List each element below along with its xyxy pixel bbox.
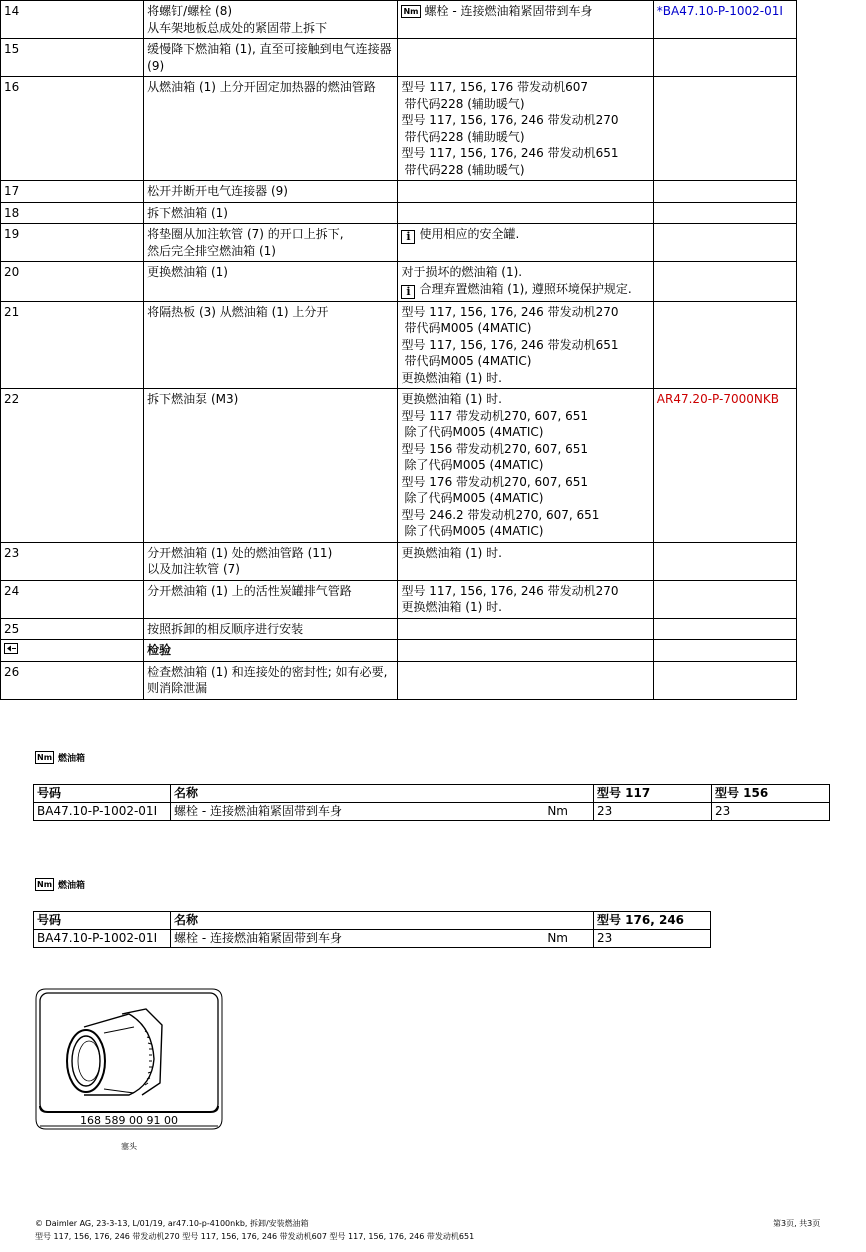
note-text: 型号 117, 156, 176, 246 带发动机651 xyxy=(401,146,619,160)
part-code: BA47.10-P-1002-01I xyxy=(34,930,171,948)
note-text: 带代码228 (辅助暖气) xyxy=(404,96,525,111)
step-note xyxy=(398,202,653,224)
torque-section-1-heading xyxy=(35,750,85,764)
action-text: 缓慢降下燃油箱 (1), 直至可接触到电气连接器 (9) xyxy=(147,42,392,73)
note-text: 除了代码M005 (4MATIC) xyxy=(404,524,544,538)
note-text: 带代码228 (辅助暖气) xyxy=(404,129,525,144)
note-text: 螺栓 - 连接燃油箱紧固带到车身 xyxy=(424,4,593,18)
reference-cell xyxy=(653,224,796,262)
torque-nm-icon: Nm xyxy=(37,753,53,762)
note-text: 型号 117, 156, 176, 246 带发动机651 xyxy=(401,337,619,352)
step-number: 16 xyxy=(1,77,144,181)
step-action xyxy=(144,262,398,302)
table-row xyxy=(34,930,711,948)
reference-cell xyxy=(653,580,796,618)
reference-cell xyxy=(653,640,796,662)
step-note xyxy=(398,1,653,39)
action-text: 从燃油箱 (1) 上分开固定加热器的燃油管路 xyxy=(147,80,376,94)
part-name: 螺栓 - 连接燃油箱紧固带到车身 Nm xyxy=(171,803,594,821)
reference-link[interactable]: AR47.20-P-7000NKB xyxy=(653,389,796,543)
note-text: 型号 117, 156, 176, 246 带发动机270 xyxy=(401,113,619,127)
action-text: 以及加注软管 (7) xyxy=(147,562,240,576)
reference-cell xyxy=(653,181,796,203)
table-row xyxy=(1,224,797,262)
reference-cell xyxy=(653,262,796,302)
step-note xyxy=(398,301,653,389)
note-text: 除了代码M005 (4MATIC) xyxy=(404,458,544,472)
action-text: 则消除泄漏 xyxy=(147,681,208,695)
torque-table-2 xyxy=(33,911,711,948)
note-text: 除了代码M005 (4MATIC) xyxy=(404,491,544,505)
action-text: 松开并断开电气连接器 (9) xyxy=(147,184,288,198)
note-text: 合理弃置燃油箱 (1), 遵照环境保护规定. xyxy=(419,281,632,296)
table-row xyxy=(1,542,797,580)
plug-tool-illustration xyxy=(34,987,224,1132)
step-number: 26 xyxy=(1,661,144,699)
step-note xyxy=(398,542,653,580)
torque-nm-icon: Nm xyxy=(37,880,53,889)
action-text: 将螺钉/螺栓 (8) xyxy=(147,4,233,18)
table-row xyxy=(34,803,830,821)
step-number: 18 xyxy=(1,202,144,224)
step-note xyxy=(398,224,653,262)
action-text: 将垫圈从加注软管 (7) 的开口上拆下, xyxy=(147,227,344,241)
column-header-name: 名称 xyxy=(171,912,594,930)
part-name: 螺栓 - 连接燃油箱紧固带到车身 Nm xyxy=(171,930,594,948)
reference-cell xyxy=(653,39,796,77)
note-text: 带代码228 (辅助暖气) xyxy=(404,162,525,177)
note-text: 型号 246.2 带发动机270, 607, 651 xyxy=(401,507,600,522)
step-note xyxy=(398,640,653,662)
table-row xyxy=(1,661,797,699)
action-text: 从车架地板总成处的紧固带上拆下 xyxy=(147,20,328,35)
step-number: 23 xyxy=(1,542,144,580)
table-row xyxy=(1,389,797,543)
step-note xyxy=(398,580,653,618)
torque-value: 23 xyxy=(712,803,830,821)
torque-nm-icon: Nm xyxy=(403,7,419,16)
note-text: 更换燃油箱 (1) 时. xyxy=(401,392,502,406)
step-action xyxy=(144,618,398,640)
step-number: 20 xyxy=(1,262,144,302)
note-text: 更换燃油箱 (1) 时. xyxy=(401,545,502,560)
reference-cell xyxy=(653,618,796,640)
step-action xyxy=(144,1,398,39)
reference-cell xyxy=(653,202,796,224)
footer-copyright: © Daimler AG, 23-3-13, L/01/19, ar47.10-p-4100nkb, 拆卸/安装燃油箱 xyxy=(35,1219,309,1228)
step-number: 24 xyxy=(1,580,144,618)
step-note xyxy=(398,181,653,203)
note-text: 更换燃油箱 (1) 时. xyxy=(401,370,502,385)
action-text: 然后完全排空燃油箱 (1) xyxy=(147,243,276,258)
unit-label: Nm xyxy=(547,931,568,945)
torque-section-title: 燃油箱 xyxy=(58,754,86,764)
step-note xyxy=(398,618,653,640)
note-text: 除了代码M005 (4MATIC) xyxy=(404,425,544,439)
table-row xyxy=(1,1,797,39)
torque-table-1 xyxy=(33,784,830,821)
note-text: 型号 176 带发动机270, 607, 651 xyxy=(401,474,588,489)
step-action xyxy=(144,301,398,389)
torque-value: 23 xyxy=(594,930,711,948)
note-text: 带代码M005 (4MATIC) xyxy=(404,321,532,335)
table-row xyxy=(1,39,797,77)
action-text: 更换燃油箱 (1) xyxy=(147,265,228,279)
table-row xyxy=(1,262,797,302)
action-text: 检查燃油箱 (1) 和连接处的密封性; 如有必要, xyxy=(147,664,388,679)
unit-label: Nm xyxy=(547,804,568,818)
step-note xyxy=(398,389,653,543)
torque-section-2-heading xyxy=(35,877,85,891)
table-row xyxy=(1,580,797,618)
note-text: 型号 117, 156, 176, 246 带发动机270 xyxy=(401,583,619,598)
action-text: 将隔热板 (3) 从燃油箱 (1) 上分开 xyxy=(147,304,329,319)
step-action xyxy=(144,661,398,699)
step-note xyxy=(398,77,653,181)
action-text: 拆下燃油箱 (1) xyxy=(147,205,228,220)
special-tool-card xyxy=(34,987,224,1132)
reference-cell xyxy=(653,77,796,181)
step-action xyxy=(144,224,398,262)
note-text: 更换燃油箱 (1) 时. xyxy=(401,600,502,614)
step-action xyxy=(144,39,398,77)
info-icon: i xyxy=(401,285,415,299)
reference-cell xyxy=(653,542,796,580)
column-header-model-117: 型号 117 xyxy=(594,785,712,803)
column-header-model-156: 型号 156 xyxy=(712,785,830,803)
action-text: 检验 xyxy=(147,643,172,657)
footer-models: 型号 117, 156, 176, 246 带发动机270 型号 117, 156, 176, 246 带发动机607 型号 117, 156, 176, 246 带发动机651 xyxy=(35,1232,475,1241)
step-number: 17 xyxy=(1,181,144,203)
note-text: 型号 156 带发动机270, 607, 651 xyxy=(401,441,588,456)
note-text: 型号 117, 156, 176, 246 带发动机270 xyxy=(401,304,619,319)
table-row xyxy=(1,181,797,203)
torque-section-title: 燃油箱 xyxy=(58,881,86,891)
reference-cell xyxy=(653,661,796,699)
note-text: 型号 117, 156, 176 带发动机607 xyxy=(401,80,588,94)
check-section-icon xyxy=(4,643,18,657)
step-action xyxy=(144,77,398,181)
tool-part-number: 168 589 00 91 00 xyxy=(80,1114,178,1127)
table-row xyxy=(1,202,797,224)
step-action xyxy=(144,580,398,618)
step-action xyxy=(144,181,398,203)
reference-link[interactable]: *BA47.10-P-1002-01I xyxy=(653,1,796,39)
table-row xyxy=(1,301,797,389)
step-number: 14 xyxy=(1,1,144,39)
info-icon: i xyxy=(401,230,415,244)
reference-cell xyxy=(653,301,796,389)
action-text: 分开燃油箱 (1) 上的活性炭罐排气管路 xyxy=(147,583,352,598)
step-action xyxy=(144,202,398,224)
step-note xyxy=(398,262,653,302)
column-header-code: 号码 xyxy=(34,912,171,930)
action-text: 拆下燃油泵 (M3) xyxy=(147,392,239,406)
footer-page-number: 第3页, 共3页 xyxy=(773,1219,821,1228)
note-text: 型号 117 带发动机270, 607, 651 xyxy=(401,408,588,423)
torque-value: 23 xyxy=(594,803,712,821)
step-note xyxy=(398,661,653,699)
step-number xyxy=(1,640,144,662)
part-code: BA47.10-P-1002-01I xyxy=(34,803,171,821)
table-row xyxy=(1,640,797,662)
step-number: 19 xyxy=(1,224,144,262)
step-note xyxy=(398,39,653,77)
column-header-code: 号码 xyxy=(34,785,171,803)
step-number: 25 xyxy=(1,618,144,640)
column-header-name: 名称 xyxy=(171,785,594,803)
note-text: 对于损坏的燃油箱 (1). xyxy=(401,265,523,279)
note-text: 带代码M005 (4MATIC) xyxy=(404,354,532,368)
column-header-model-176-246: 型号 176, 246 xyxy=(594,912,711,930)
action-text: 分开燃油箱 (1) 处的燃油管路 (11) xyxy=(147,545,333,560)
note-text: 使用相应的安全罐. xyxy=(419,227,520,241)
tool-caption: 塞头 xyxy=(121,1142,137,1151)
action-text: 按照拆卸的相反顺序进行安装 xyxy=(147,621,304,636)
step-action xyxy=(144,389,398,543)
step-number: 15 xyxy=(1,39,144,77)
step-action xyxy=(144,640,398,662)
table-row xyxy=(1,77,797,181)
table-row xyxy=(1,618,797,640)
step-number: 22 xyxy=(1,389,144,543)
step-number: 21 xyxy=(1,301,144,389)
step-action xyxy=(144,542,398,580)
